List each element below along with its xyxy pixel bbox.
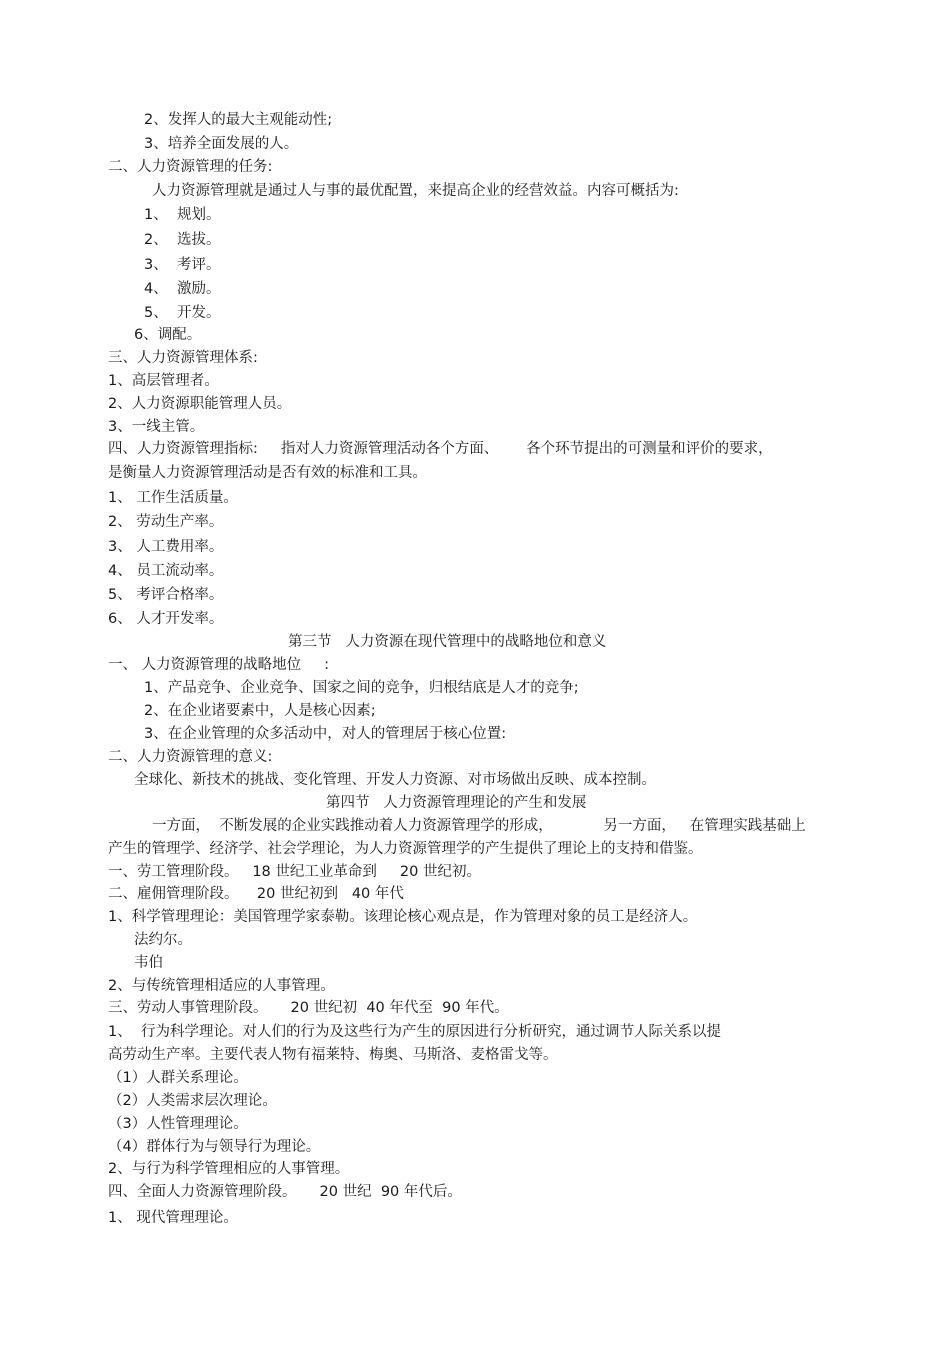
section-heading: 二、人力资源管理的意义: [108, 749, 273, 765]
text-line: 2、与传统管理相适应的人事管理。 [108, 978, 335, 994]
list-item: 1、 现代管理理论。 [108, 1210, 238, 1226]
list-item: （4）群体行为与领导行为理论。 [108, 1139, 321, 1155]
section-heading: 二、人力资源管理的任务: [108, 159, 273, 175]
list-item: 3、 考评。 [144, 257, 221, 273]
section-title: 第四节 人力资源管理理论的产生和发展 [326, 795, 587, 811]
list-item: 4、 员工流动率。 [108, 563, 224, 579]
text-line: 人力资源管理就是通过人与事的最优配置，来提高企业的经营效益。内容可概括为: [152, 183, 679, 199]
list-item: 6、 人才开发率。 [108, 611, 224, 627]
list-item: 6、调配。 [134, 327, 202, 343]
text-line: 1、科学管理理论：美国管理学家泰勒。该理论核心观点是，作为管理对象的员工是经济人。 [108, 909, 698, 925]
list-item: 2、人力资源职能管理人员。 [108, 396, 292, 412]
list-item: 1、 工作生活质量。 [108, 490, 238, 506]
text-line: 全球化、新技术的挑战、变化管理、开发人力资源、对市场做出反映、成本控制。 [134, 772, 656, 788]
list-item: （2）人类需求层次理论。 [108, 1093, 277, 1109]
text-line: 1、产品竞争、企业竞争、国家之间的竞争，归根结底是人才的竞争; [144, 680, 579, 696]
text-line: 高劳动生产率。主要代表人物有福莱特、梅奥、马斯洛、麦格雷戈等。 [108, 1047, 558, 1063]
text-line: 产生的管理学、经济学、社会学理论，为人力资源管理学的产生提供了理论上的支持和借鉴。 [108, 841, 703, 857]
list-item: 5、 开发。 [144, 305, 221, 321]
section-heading: 一、 人力资源管理的战略地位 : [108, 657, 330, 673]
section-title: 第三节 人力资源在现代管理中的战略地位和意义 [288, 634, 607, 650]
text-line: 3、培养全面发展的人。 [144, 136, 299, 152]
list-item: （1）人群关系理论。 [108, 1070, 248, 1086]
text-line: 2、发挥人的最大主观能动性; [144, 112, 333, 128]
list-item: （3）人性管理理论。 [108, 1116, 248, 1132]
text-line: 一方面， 不断发展的企业实践推动着人力资源管理学的形成， 另一方面， 在管理实践基础上 [152, 818, 806, 834]
text-line: 2、与行为科学管理相应的人事管理。 [108, 1161, 350, 1177]
section-heading: 一、劳工管理阶段。 18 世纪工业革命到 20 世纪初。 [108, 864, 481, 880]
section-heading: 三、人力资源管理体系: [108, 350, 258, 366]
section-heading: 二、雇佣管理阶段。 20 世纪初到 40 年代 [108, 886, 404, 902]
section-heading: 四、人力资源管理指标: 指对人力资源管理活动各个方面、 各个环节提出的可测量和评价的要求， [108, 441, 773, 457]
text-line: 法约尔。 [134, 932, 192, 948]
list-item: 3、 人工费用率。 [108, 539, 224, 555]
list-item: 1、高层管理者。 [108, 373, 219, 389]
text-line: 韦伯 [134, 955, 163, 971]
text-line: 2、在企业诸要素中，人是核心因素; [144, 703, 376, 719]
list-item: 5、 考评合格率。 [108, 587, 224, 603]
list-item: 3、一线主管。 [108, 419, 205, 435]
list-item: 1、 规划。 [144, 207, 221, 223]
text-line: 1、 行为科学理论。对人们的行为及这些行为产生的原因进行分析研究，通过调节人际关系以提 [108, 1024, 721, 1040]
list-item: 2、 劳动生产率。 [108, 514, 224, 530]
text-line: 3、在企业管理的众多活动中，对人的管理居于核心位置: [144, 726, 507, 742]
list-item: 2、 选拔。 [144, 232, 221, 248]
text-line: 是衡量人力资源管理活动是否有效的标准和工具。 [108, 465, 427, 481]
list-item: 4、 激励。 [144, 281, 221, 297]
section-heading: 四、全面人力资源管理阶段。 20 世纪 90 年代后。 [108, 1184, 462, 1200]
section-heading: 三、劳动人事管理阶段。 20 世纪初 40 年代至 90 年代。 [108, 1000, 509, 1016]
